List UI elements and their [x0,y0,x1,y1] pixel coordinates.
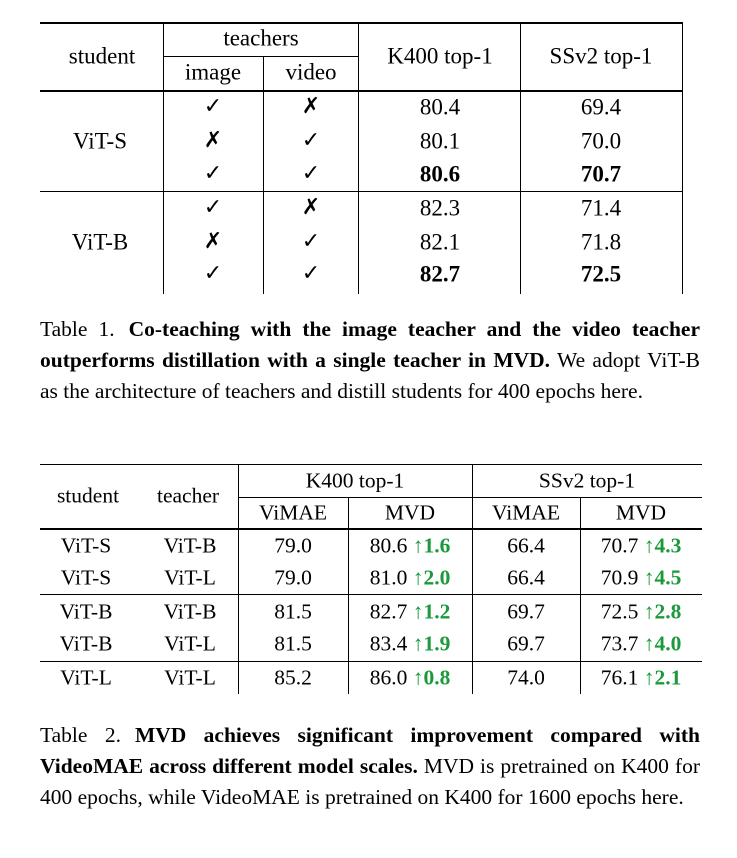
table2-header-rule [40,528,702,530]
table1-vline-5 [682,22,683,294]
table1-k400-best-value: 80.6 [419,161,461,187]
table2-ssv2-vimae: 69.7 [507,599,545,624]
table2-gain: 2.1 [654,665,682,690]
table2-teacher: ViT-B [163,599,217,624]
table2-student: ViT-S [60,565,112,590]
table2-ssv2-vimae: 74.0 [507,665,545,690]
table2-student: ViT-B [59,599,113,624]
table1-student-label: ViT-B [71,229,129,255]
table2-vline [238,464,239,694]
table1-header-student: student [68,43,136,69]
table2-vline [580,497,581,694]
table2-gain: 1.2 [423,599,451,624]
table2-teacher: ViT-L [164,665,216,690]
table2-caption-label: Table 2. [40,723,121,747]
table2-ssv2-vimae: 66.4 [507,565,545,590]
table2-ssv2-vimae: 66.4 [507,533,545,558]
table2-caption [40,720,700,813]
table1-vline-3 [358,22,359,294]
video-check-icon: ✓ [301,229,321,254]
table1-k400-value: 82.3 [419,195,461,221]
table2-top-rule [40,464,702,465]
table2-gain: 4.3 [654,533,682,558]
table2-k400-vimae: 85.2 [274,665,312,690]
table2-group-rule [40,661,702,662]
table1-header-image: image [184,59,242,85]
table1-ssv2-value: 70.0 [580,128,622,154]
image-cross-icon: ✗ [203,128,223,153]
table1-k400-value: 80.4 [419,94,461,120]
table2-mvd-value: 73.7 [600,631,639,656]
table2-student: ViT-L [60,665,112,690]
table2-header-teacher: teacher [156,483,220,508]
table2-subheader-rule [238,497,702,498]
table1-top-rule [40,22,683,24]
table2-teacher: ViT-L [164,565,216,590]
table2-caption-text: MVD is pretrained on K400 for 400 epochs, while VideoMAE is pretrained on K400 for 1600 epochs here. [40,754,701,809]
table1-k400-best-value: 82.7 [419,261,461,287]
up-arrow-icon: ↑ [643,599,655,624]
table2-ssv2-mvd [601,667,682,689]
table2-teacher: ViT-L [164,631,216,656]
table1-header-k400: K400 top-1 [387,43,493,69]
table2-k400-mvd [370,633,451,655]
table1-ssv2-best-value: 72.5 [580,261,622,287]
table1-vline-1 [163,22,164,294]
up-arrow-icon: ↑ [412,665,424,690]
table2-header-k400-vimae: ViMAE [259,500,327,525]
table2-mvd-value: 81.0 [369,565,408,590]
table2-header-k400-mvd: MVD [384,500,436,525]
table2-ssv2-mvd [601,535,682,557]
table2-gain: 0.8 [423,665,451,690]
up-arrow-icon: ↑ [643,533,655,558]
table2-k400-vimae: 81.5 [274,599,312,624]
video-check-icon: ✓ [301,161,321,186]
table2-ssv2-mvd [601,567,682,589]
table2-gain: 1.6 [423,533,451,558]
table2-gain: 4.0 [654,631,682,656]
up-arrow-icon: ↑ [643,665,655,690]
table1-caption [40,314,700,407]
table2-ssv2-vimae: 69.7 [507,631,545,656]
table2-mvd-value: 70.7 [600,533,639,558]
table1-teachers-rule [163,56,358,57]
table1-k400-value: 80.1 [419,128,461,154]
table2-mvd-value: 86.0 [369,665,408,690]
table1-caption-bold: Co-teaching with the image teacher and the video teacher outperforms distillation with a single teacher in MVD. [40,317,700,372]
table2-header-ssv2-mvd: MVD [615,500,667,525]
table1-caption-label: Table 1. [40,317,115,341]
table2-ssv2-mvd [601,633,682,655]
table1-student-label: ViT-S [72,128,128,154]
table1-ssv2-value: 71.4 [580,195,622,221]
table2-mvd-value: 82.7 [369,599,408,624]
table1-vline-4 [520,22,521,294]
table2-mvd-value: 80.6 [369,533,408,558]
table2-group-rule [40,594,702,595]
table2-vline [472,464,473,694]
table2-student: ViT-S [60,533,112,558]
table2-k400-mvd [370,567,451,589]
video-cross-icon: ✗ [301,195,321,220]
table2-header-student: student [56,483,120,508]
table1-caption-text: We adopt ViT-B as the architecture of teachers and distill students for 400 epochs here. [40,348,700,403]
up-arrow-icon: ↑ [643,565,655,590]
table2-ssv2-mvd [601,601,682,623]
image-check-icon: ✓ [203,195,223,220]
up-arrow-icon: ↑ [412,599,424,624]
table1-ssv2-value: 69.4 [580,94,622,120]
table2-gain: 4.5 [654,565,682,590]
table2-k400-vimae: 79.0 [274,565,312,590]
up-arrow-icon: ↑ [412,631,424,656]
table2-header-k400: K400 top-1 [305,468,405,493]
image-check-icon: ✓ [203,94,223,119]
table2-k400-vimae: 81.5 [274,631,312,656]
table2-mvd-value: 83.4 [369,631,408,656]
table2-k400-mvd [370,535,451,557]
up-arrow-icon: ↑ [412,565,424,590]
up-arrow-icon: ↑ [643,631,655,656]
table1-header-teachers: teachers [223,25,299,51]
table2-k400-vimae: 79.0 [274,533,312,558]
table1-vline-2 [263,57,264,294]
table2-gain: 1.9 [423,631,451,656]
table2-mvd-value: 72.5 [600,599,639,624]
table2-k400-mvd [370,667,451,689]
table2-header-ssv2: SSv2 top-1 [538,468,636,493]
table1-header-ssv2: SSv2 top-1 [549,43,653,69]
table2-vline [348,497,349,694]
image-cross-icon: ✗ [203,229,223,254]
table2-header-ssv2-vimae: ViMAE [492,500,560,525]
table2-gain: 2.0 [423,565,451,590]
table1-header-rule [40,90,683,92]
up-arrow-icon: ↑ [412,533,424,558]
video-cross-icon: ✗ [301,94,321,119]
image-check-icon: ✓ [203,261,223,286]
image-check-icon: ✓ [203,161,223,186]
table1-k400-value: 82.1 [419,229,461,255]
table2-mvd-value: 70.9 [600,565,639,590]
video-check-icon: ✓ [301,128,321,153]
table2-gain: 2.8 [654,599,682,624]
video-check-icon: ✓ [301,261,321,286]
table1-ssv2-best-value: 70.7 [580,161,622,187]
table2-k400-mvd [370,601,451,623]
table1-ssv2-value: 71.8 [580,229,622,255]
table2-caption-bold: MVD achieves significant improvement compared with VideoMAE across different model scales. [40,723,700,778]
table1-group-rule [40,191,683,192]
table1-header-video: video [285,59,337,85]
table2-student: ViT-B [59,631,113,656]
table2-teacher: ViT-B [163,533,217,558]
table2-mvd-value: 76.1 [600,665,639,690]
